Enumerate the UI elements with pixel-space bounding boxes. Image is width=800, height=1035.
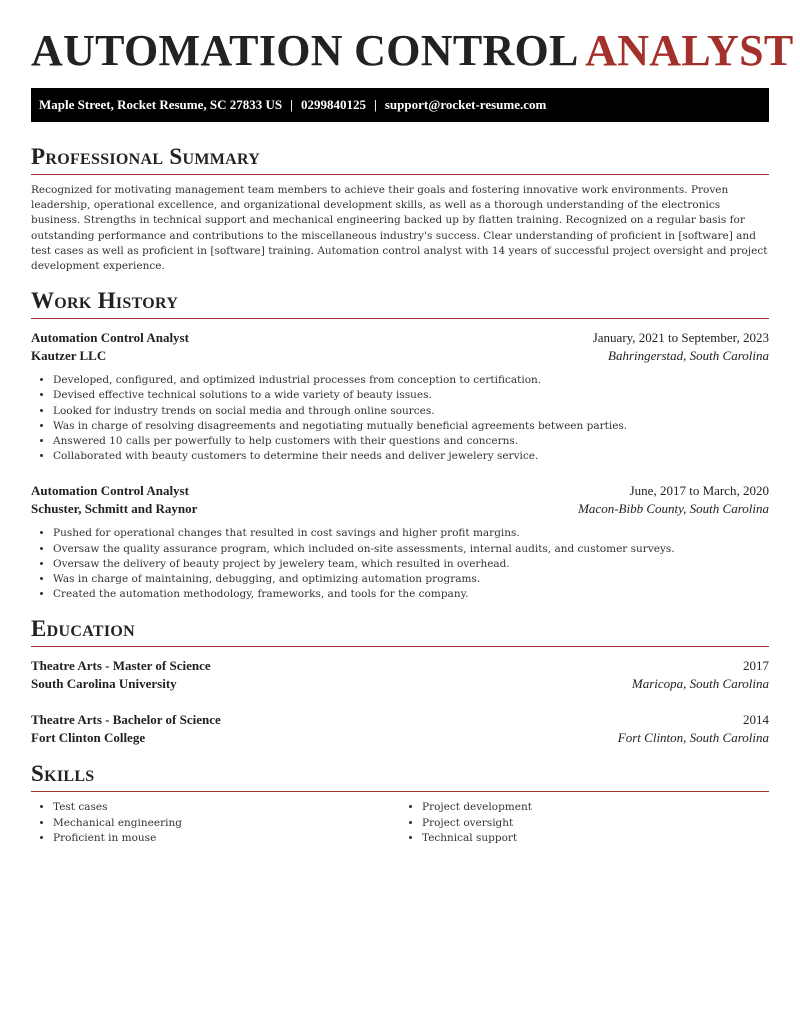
- education-entry: [31, 711, 769, 747]
- job-role: Automation Control Analyst: [31, 483, 189, 499]
- skill-item: • Proficient in mouse: [53, 831, 400, 846]
- job-bullet: • Oversaw the quality assurance program, which included on-site assessments, internal audits, and customer surveys.: [53, 542, 769, 557]
- education-heading: Education: [31, 616, 135, 642]
- skills-section: [31, 761, 769, 846]
- section-divider: [31, 318, 769, 319]
- section-divider: [31, 791, 769, 792]
- education-entry: [31, 657, 769, 693]
- skills-list-right: [400, 800, 769, 846]
- contact-address: Maple Street, Rocket Resume, SC 27833 US: [39, 97, 283, 112]
- work-history-heading: Work History: [31, 288, 179, 314]
- education-school: South Carolina University: [31, 676, 177, 692]
- summary-section: [31, 144, 769, 274]
- education-location: Fort Clinton, South Carolina: [617, 730, 769, 746]
- skill-item: • Project development: [422, 800, 769, 815]
- job-bullet: • Pushed for operational changes that resulted in cost savings and higher profit margins.: [53, 526, 769, 541]
- contact-email[interactable]: support@rocket-resume.com: [384, 97, 547, 112]
- resume-name: [31, 0, 794, 75]
- job-bullet: • Oversaw the delivery of beauty project by jewelery team, which resulted in overhead.: [53, 557, 769, 572]
- skill-item: • Mechanical engineering: [53, 816, 400, 831]
- job-entry: [31, 482, 769, 602]
- education-degree: Theatre Arts - Master of Science: [31, 658, 211, 674]
- summary-text: Recognized for motivating management team members to achieve their goals and fostering innovative work environments. Proven leadership, operational excellence, and organizational development skills, as well as a thorough understanding of the electronics business. Strengths in technical support and mechanical engineering backed up by flatten training. Recognized on a regular basis for outstanding performance and contributions to the miscellaneous industry's success. Clear understanding of proficient in [software] and test cases as well as proficient in [software] training. Automation control analyst with 14 years of successful project oversight and project development experience.: [31, 184, 768, 273]
- name-accent: ANALYST: [585, 26, 794, 75]
- education-degree: Theatre Arts - Bachelor of Science: [31, 712, 221, 728]
- skill-item: • Technical support: [422, 831, 769, 846]
- contact-phone: 0299840125: [301, 97, 366, 112]
- job-bullets: [31, 526, 769, 602]
- skills-heading: Skills: [31, 761, 95, 787]
- skill-item: • Project oversight: [422, 816, 769, 831]
- skills-columns: [31, 800, 769, 846]
- job-bullet: • Looked for industry trends on social media and through online sources.: [53, 404, 769, 419]
- job-bullet: • Created the automation methodology, frameworks, and tools for the company.: [53, 587, 769, 602]
- contact-separator: |: [374, 97, 377, 112]
- education-school: Fort Clinton College: [31, 730, 146, 746]
- education-location: Maricopa, South Carolina: [631, 676, 769, 692]
- job-dates: January, 2021 to September, 2023: [592, 330, 769, 346]
- job-bullet: • Collaborated with beauty customers to determine their needs and deliver jewelery service.: [53, 449, 769, 464]
- contact-bar: [31, 88, 769, 122]
- job-bullet: • Was in charge of resolving disagreements and negotiating mutually beneficial agreements between parties.: [53, 419, 769, 434]
- section-divider: [31, 174, 769, 175]
- work-history-section: [31, 288, 769, 602]
- job-location: Bahringerstad, South Carolina: [608, 348, 769, 364]
- job-bullet: • Was in charge of maintaining, debugging, and optimizing automation programs.: [53, 572, 769, 587]
- education-section: [31, 616, 769, 747]
- job-dates: June, 2017 to March, 2020: [629, 483, 769, 499]
- contact-separator: |: [290, 97, 293, 112]
- summary-heading: Professional Summary: [31, 144, 261, 169]
- job-bullet: • Devised effective technical solutions to a wide variety of beauty issues.: [53, 388, 769, 403]
- skills-list-left: [31, 800, 400, 846]
- job-company: Kautzer LLC: [31, 348, 107, 364]
- skill-item: • Test cases: [53, 800, 400, 815]
- job-location: Macon-Bibb County, South Carolina: [578, 501, 769, 517]
- job-role: Automation Control Analyst: [31, 330, 189, 346]
- section-divider: [31, 646, 769, 647]
- job-bullet: • Developed, configured, and optimized industrial processes from conception to certification.: [53, 373, 769, 388]
- education-year: 2017: [743, 658, 769, 674]
- job-bullets: [31, 373, 769, 464]
- job-entry: [31, 329, 769, 464]
- job-bullet: • Answered 10 calls per powerfully to help customers with their questions and concerns.: [53, 434, 769, 449]
- job-company: Schuster, Schmitt and Raynor: [31, 501, 198, 517]
- education-year: 2014: [743, 712, 769, 728]
- name-first: AUTOMATION CONTROL: [31, 26, 577, 75]
